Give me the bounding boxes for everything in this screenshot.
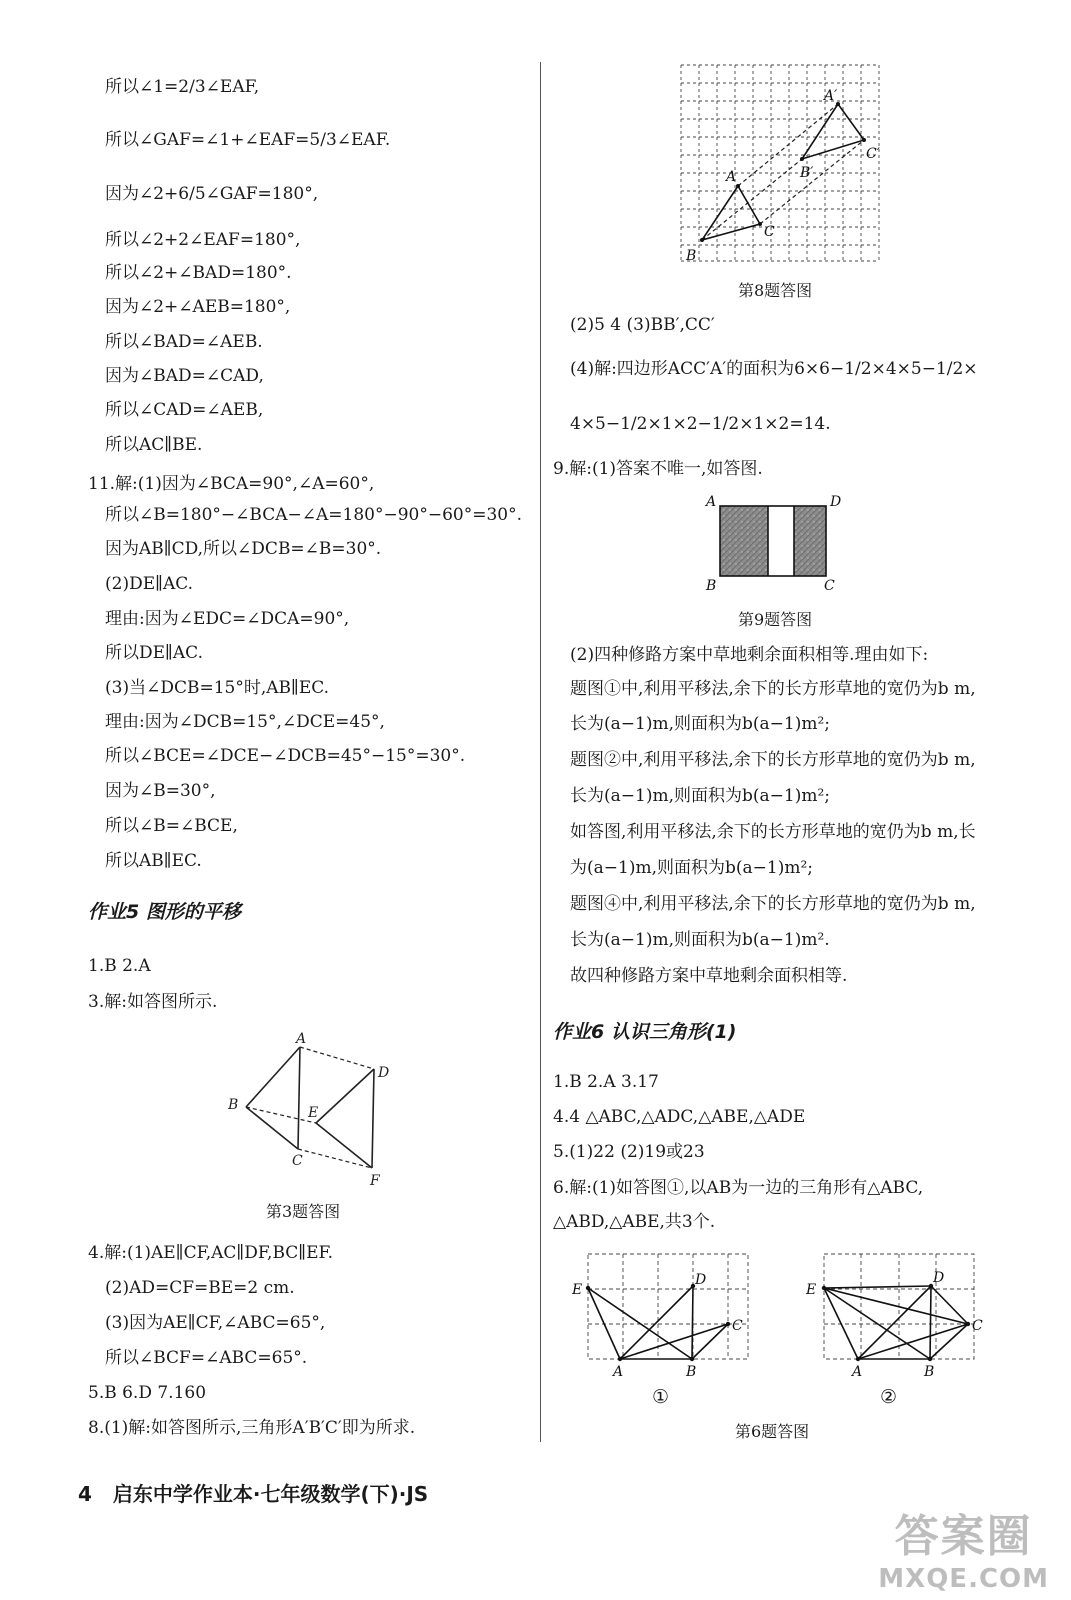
page-footer [78, 1478, 428, 1507]
triangle-ABC [702, 186, 760, 240]
label-D: D [933, 1270, 945, 1286]
q11-line: 11.解:(1)因为∠BCA=90°,∠A=60°, [88, 474, 375, 494]
figure-caption: 第9题答图 [738, 610, 813, 629]
q9-line: 故四种修路方案中草地剩余面积相等. [570, 966, 848, 986]
q8-line: 4×5−1/2×1×2−1/2×1×2=14. [570, 414, 831, 434]
label-B-prime: B′ [800, 165, 814, 181]
text-line: 因为∠2+∠AEB=180°, [105, 297, 291, 317]
q9-line: 长为(a−1)m,则面积为b(a−1)m². [570, 930, 830, 950]
label-A: A [613, 1364, 624, 1380]
text-line: 所以∠2+∠BAD=180°. [105, 263, 292, 283]
grass-left [720, 506, 768, 576]
label-C: C [824, 578, 835, 594]
figure-3 [222, 1025, 402, 1195]
q9-line: 如答图,利用平移法,余下的长方形草地的宽仍为b m,长 [570, 822, 976, 842]
q11-line: 所以∠BCE=∠DCE−∠DCB=45°−15°=30°. [105, 746, 466, 766]
label-D: D [830, 494, 842, 510]
label-E: E [308, 1105, 319, 1121]
q11-line: (3)当∠DCB=15°时,AB∥EC. [105, 678, 330, 698]
answer-line: 3.解:如答图所示. [88, 992, 218, 1012]
label-A: A [852, 1364, 863, 1380]
text-line: 所以∠1=2/3∠EAF, [105, 77, 260, 97]
q9-line: 为(a−1)m,则面积为b(a−1)m²; [570, 858, 813, 878]
label-D: D [378, 1065, 390, 1081]
q11-line: 所以∠B=180°−∠BCA−∠A=180°−90°−60°=30°. [105, 505, 522, 525]
label-C: C [764, 224, 775, 240]
q9-line: 题图④中,利用平移法,余下的长方形草地的宽仍为b m, [570, 894, 976, 914]
q11-line: 理由:因为∠EDC=∠DCA=90°, [105, 609, 350, 629]
q9-line: 9.解:(1)答案不唯一,如答图. [553, 459, 763, 479]
segment [298, 1047, 300, 1149]
watermark-text: 答案圈 [894, 1511, 1033, 1562]
segment [316, 1123, 372, 1168]
watermark [878, 1500, 1049, 1594]
q11-line: 因为AB∥CD,所以∠DCB=∠B=30°. [105, 539, 382, 559]
q11-line: 所以DE∥AC. [105, 643, 203, 663]
answer-line: 4.4 △ABC,△ADC,△ABE,△ADE [553, 1107, 806, 1127]
label-A-prime: A′ [824, 88, 838, 104]
figure-sub-label: ① [652, 1386, 670, 1408]
q11-line: 因为∠B=30°, [105, 781, 216, 801]
answer-line: 6.解:(1)如答图①,以AB为一边的三角形有△ABC, [553, 1178, 924, 1198]
label-F: F [370, 1173, 380, 1189]
book-title: 启东中学作业本·七年级数学(下)·JS [112, 1482, 429, 1506]
label-B: B [228, 1097, 239, 1113]
q11-line: 所以AB∥EC. [105, 851, 202, 871]
column-divider [540, 62, 541, 1442]
label-E: E [572, 1282, 583, 1298]
label-B: B [924, 1364, 935, 1380]
text-line: 因为∠2+6/5∠GAF=180°, [105, 184, 319, 204]
dashed-segment [300, 1047, 374, 1069]
figure-caption: 第6题答图 [735, 1422, 810, 1441]
q9-line: 长为(a−1)m,则面积为b(a−1)m²; [570, 714, 830, 734]
label-D: D [695, 1272, 707, 1288]
label-A: A [726, 169, 737, 185]
segment [246, 1107, 298, 1149]
figure-caption: 第8题答图 [738, 281, 813, 300]
label-A: A [296, 1031, 307, 1047]
text-line: 所以∠GAF=∠1+∠EAF=5/3∠EAF. [105, 130, 391, 150]
page-number: 4 [78, 1482, 92, 1506]
label-C: C [292, 1153, 303, 1169]
label-C: C [972, 1318, 983, 1334]
section-title-6: 作业6 认识三角形(1) [553, 1021, 737, 1043]
text-line: 所以∠2+2∠EAF=180°, [105, 230, 301, 250]
label-E: E [806, 1282, 817, 1298]
road [768, 506, 794, 576]
grass-right [794, 506, 826, 576]
text-line: 所以∠CAD=∠AEB, [105, 400, 264, 420]
label-B: B [686, 248, 697, 264]
figure-6-2 [800, 1248, 1000, 1378]
q8-line: 8.(1)解:如答图所示,三角形A′B′C′即为所求. [88, 1418, 416, 1438]
q9-line: (2)四种修路方案中草地剩余面积相等.理由如下: [570, 645, 929, 665]
segment [372, 1069, 374, 1168]
q9-line: 题图①中,利用平移法,余下的长方形草地的宽仍为b m, [570, 679, 976, 699]
q11-line: 所以∠B=∠BCE, [105, 816, 238, 836]
q8-line: (4)解:四边形ACC′A′的面积为6×6−1/2×4×5−1/2× [570, 359, 978, 379]
q9-line: 题图②中,利用平移法,余下的长方形草地的宽仍为b m, [570, 750, 976, 770]
label-C: C [732, 1318, 743, 1334]
q4-line: (3)因为AE∥CF,∠ABC=65°, [105, 1313, 326, 1333]
answer-line: △ABD,△ABE,共3个. [553, 1212, 716, 1232]
answer-line: 1.B 2.A [88, 956, 151, 976]
section-title-5: 作业5 图形的平移 [88, 901, 241, 923]
text-line: 所以AC∥BE. [105, 435, 203, 455]
segment [316, 1069, 374, 1123]
figure-6-1 [568, 1248, 758, 1378]
figure-8 [678, 62, 888, 267]
figure-caption: 第3题答图 [266, 1202, 341, 1221]
q8-line: (2)5 4 (3)BB′,CC′ [570, 315, 715, 335]
watermark-url: MXQE.COM [878, 1564, 1049, 1594]
text-line: 所以∠BAD=∠AEB. [105, 332, 263, 352]
dashed-segment [760, 140, 864, 224]
q11-line: (2)DE∥AC. [105, 574, 194, 594]
q9-line: 长为(a−1)m,则面积为b(a−1)m²; [570, 786, 830, 806]
segment [246, 1047, 300, 1107]
answer-line: 1.B 2.A 3.17 [553, 1072, 659, 1092]
q4-line: 所以∠BCF=∠ABC=65°. [105, 1348, 308, 1368]
label-C-prime: C′ [866, 146, 880, 162]
q4-line: (2)AD=CF=BE=2 cm. [105, 1278, 295, 1298]
label-B: B [706, 578, 717, 594]
q4-line: 4.解:(1)AE∥CF,AC∥DF,BC∥EF. [88, 1243, 334, 1263]
figure-sub-label: ② [880, 1386, 898, 1408]
text-line: 因为∠BAD=∠CAD, [105, 366, 264, 386]
q11-line: 理由:因为∠DCB=15°,∠DCE=45°, [105, 712, 385, 732]
label-B: B [686, 1364, 697, 1380]
answer-line: 5.(1)22 (2)19或23 [553, 1142, 705, 1162]
triangle-A'B'C' [802, 104, 864, 159]
answer-line: 5.B 6.D 7.160 [88, 1383, 207, 1403]
label-A: A [706, 494, 717, 510]
figure-9 [704, 490, 850, 600]
